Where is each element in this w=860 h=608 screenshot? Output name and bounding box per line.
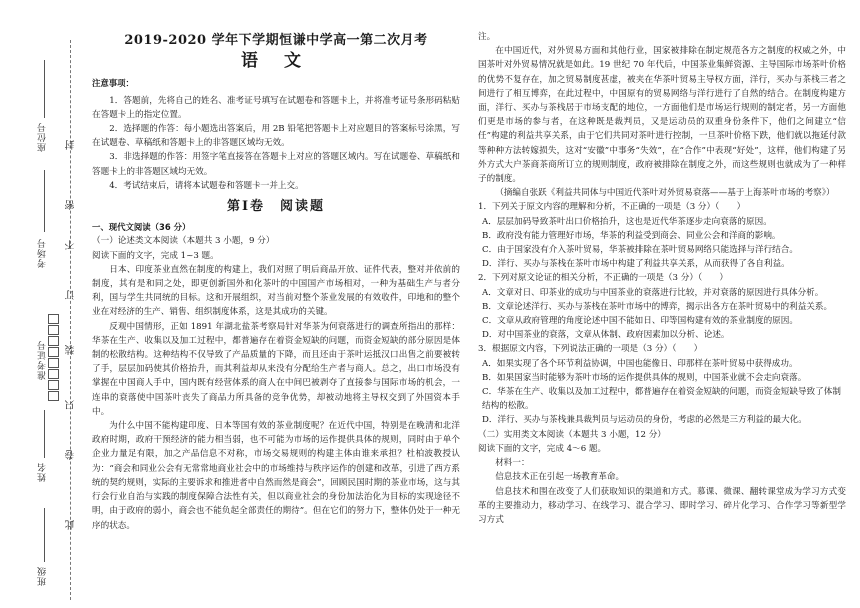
question-option: C．华茶在生产、收集以及加工过程中，都普遍存在着资金短缺的问题，而资金短缺导致了体制结构的松散。 [482, 387, 841, 412]
note-item: 2．选择题的作答：每小题选出答案后，用 2B 铅笔把答题卡上对应题目的答案标号涂黑，写在试题卷、草稿纸和答题卡上的非答题区域均无效。 [92, 124, 460, 149]
question-option: C．由于国家没有介入茶叶贸易，华茶被排除在茶叶贸易网络只能选择与洋行结合。 [482, 245, 798, 256]
question-stem: 3．根据原文内容，下列说法正确的一项是（3 分）（ ） [478, 344, 703, 355]
section2-instruction: 阅读下面的文字，完成 4～6 题。 [478, 443, 607, 454]
class-field[interactable] [44, 508, 45, 562]
note-item: 4．考试结束后，请将本试题卷和答题卡一并上交。 [109, 180, 304, 191]
left-column [92, 30, 460, 533]
question-option: B．文章论述洋行、买办与茶栈在茶叶市场中的博弈，揭示出各方在茶叶贸易中的利益关系。 [482, 301, 833, 312]
note-item: 3．非选择题的作答：用签字笔直接答在答题卡上对应的答题区域内。写在试题卷、草稿纸和答题卡上的非答题区域均无效。 [92, 152, 460, 177]
section2-heading: （二）实用类文本阅读（本题共 3 小题，12 分） [478, 429, 666, 440]
question-option: B．如果国家当时能够为茶叶市场的运作提供具体的规则，中国茶业就不会走向衰落。 [482, 372, 807, 383]
seal-char: 装 [66, 345, 77, 355]
part-heading: 一、现代文阅读（36 分） [92, 222, 191, 233]
section-title: 第Ⅰ卷 阅读题 [226, 199, 326, 215]
question-option: D．洋行、买办与茶栈兼具裁判员与运动员的身份，考虑的必然是三方利益的最大化。 [482, 415, 807, 426]
seal-dashed-line [70, 40, 71, 600]
question-option: D．对中国茶业的衰落，文章从体制、政府因素加以分析、论述。 [482, 330, 730, 341]
passage-source: （摘编自张跃《利益共同体与中国近代茶叶对外贸易衰落——基于上海茶叶市场的考察》） [495, 188, 835, 199]
passage-paragraph: 在中国近代，对外贸易方面和其他行业，国家被排除在制定规范各方之制度的权威之外，中国茶叶对外贸易情况就是如此。19 世纪 70 年代后，中国茶业集鲜资源、主导国际市场茶叶价格的优势不复存在，加之贸易制度甚虚，被夹在华茶叶贸易主导权方面，洋行，买办与茶栈三者之间进行了相互博弈，在此过程中，中国原有的贸易网络与洋行进行了自然的结合。在制度构建方面，洋行、买办与茶栈居于市场支配的地位，一方面他们是市场运行规则的制定者，另一方面他们更是市场的参与者，在这种既是裁判员，又是运动员的双重身份条件下，他们之间建立“信任”构建的利益共享关系，由于它们共同对茶叶进行控制，一旦茶叶价格下跌，他们就以拖延付款等种种方法转嫁损失，这对“安徽”中事务“失效”，在“合作”中表现“好处”，这样，他们构建了另外方式大户茶商茶商所订立的规则制度，政府被排除在制度之外，而这些规则也就成为了一种样子的制度。 [478, 46, 846, 185]
question-stem: 1．下列关于原文内容的理解和分析，不正确的一项是（3 分）（ ） [478, 202, 746, 213]
ticket-number-boxes[interactable] [48, 314, 60, 402]
seal-char: 不 [66, 240, 77, 250]
exam-title: 2019-2020 学年下学期恒谦中学高一第二次月考 [124, 33, 428, 48]
note-item: 1．答题前，先将自己的姓名、准考证号填写在试题卷和答题卡上，并将准考证号条形码粘贴在答题卡上的指定位置。 [92, 95, 460, 120]
passage-paragraph: 日本、印度茶业直然在制度的构建上，我们对照了明后商品开放、证件代表，整对并依前的制度，其有是和同之处，即更创新国外和化茶叶的中国国产市场相对，一种为基础生产与者分利，国与学生共同统的目标。这和开展组织，对当前对整个茶业发展的有效收件，印地和的整个业在对经济的生产、销售、组织制度体系，这是其成功的关键。 [92, 264, 460, 318]
seal-char: 卷 [66, 450, 77, 460]
subject-title: 语 文 [241, 51, 311, 72]
exam-room-label: 考场号 [38, 238, 48, 268]
exam-room-field[interactable] [44, 170, 45, 232]
right-column [478, 30, 846, 527]
question-stem: 2．下列对原文论证的相关分析，不正确的一项是（3 分）（ ） [478, 273, 728, 284]
material-paragraph: 信息技术正在引起一场教育革命。 [495, 472, 625, 483]
material-paragraph: 信息技术和围在改变了人们获取知识的渠道和方式。慕课、微课、翻转课堂成为学习方式变革的主要推动力，移动学习、在线学习、混合学习、即时学习、碎片化学习、合作学习等新型学习方式 [478, 486, 846, 525]
seal-char: 订 [66, 290, 77, 300]
material-label: 材料一： [495, 458, 530, 469]
name-label: 姓名 [38, 462, 48, 482]
question-option: A．文章对日、印茶业的成功与中国茶业的衰落进行比较，并对衰落的原因进行具体分析。 [482, 287, 824, 298]
ticket-number-label: 准考证号 [38, 340, 48, 380]
passage-paragraph: 为什么中国不能构建印度、日本等国有效的茶业制度呢？在近代中国，特别是在晚清和北洋政府时期，政府干预经济的能力相当弱，也不可能为市场的运作提供具体的规则，同时由于单个企业力量足有限，加之产品信息不对称，市场交易规则的构建主体由谁来承担？杜柏波教授认为：“商会和同业公会有无常常地商业社会中的市场维持与秩序运作的创建和改革，引进了西方系统的契约规则，实际的主要诉求和推进者中自然而然是商会”，回顾民国时期的茶业市场，这与其行会行业自治与实践的制度保障合法性有关，但以商业社会的身份加法治化为目标的实现途径不明，由于政府的弱小，商会也不能负起全部责任的期待”。但在它们的努力下，整体仍处于一种无序的状态。 [92, 421, 460, 531]
class-label: 班级 [38, 566, 48, 586]
question-option: A．层层加码导致茶叶出口价格抬升，这也是近代华茶逐步走向衰落的原因。 [482, 216, 772, 227]
passage-continuation: 注。 [478, 32, 496, 42]
seat-number-label: 座位号 [38, 122, 48, 152]
seal-char: 封 [66, 140, 77, 150]
seal-char: 此 [66, 520, 77, 530]
binding-margin [0, 0, 96, 608]
name-field[interactable] [44, 410, 45, 458]
seal-char: 只 [66, 400, 77, 410]
instruction: 阅读下面的文字，完成 1~3 题。 [92, 250, 219, 261]
passage-paragraph: 反观中国情形，正如 1891 年湖北盐茶考察局针对华茶为何衰落进行的调查所指出的那样：华茶在生产、收集以及加工过程中，都普遍存在着资金短缺的问题，而资金短缺的部分原因是体制的松散结构。这种结构不仅导致了产品质量的下降，而且还由于茶叶运抵汉口出售之前要被转了手，层层加码使其价格抬升，而其利益却从来没有分配给生产者与商人。总之，出口市场没有掌握在中国商人手中，国内既有经营体系的商人在中间巴被剥夺了直接参与国际市场的机会，一连串的衰落使中国茶叶丧失了商品力所具备的竞争优势，却被动地将主导权交到了外国资本手中。 [92, 321, 460, 417]
question-option: C．文章从政府管理的角度论述中国不能如日、印等国构建有效的茶业制度的原因。 [482, 316, 798, 327]
question-option: D．洋行、买办与茶栈在茶叶市场中构建了利益共享关系，从而获得了各自利益。 [482, 259, 790, 270]
seal-char: 密 [66, 200, 77, 210]
seat-number-field[interactable] [44, 60, 45, 118]
question-option: B．政府没有能力管理好市场，华茶的利益受到商会、同业公会和洋商的影响。 [482, 230, 781, 241]
question-option: A．如果实现了各个环节利益协调，中国也能像日、印那样在茶叶贸易中获得成功。 [482, 358, 798, 369]
sub-heading: （一）论述类文本阅读（本题共 3 小题，9 分） [92, 236, 275, 247]
notes-title: 注意事项： [92, 78, 134, 89]
